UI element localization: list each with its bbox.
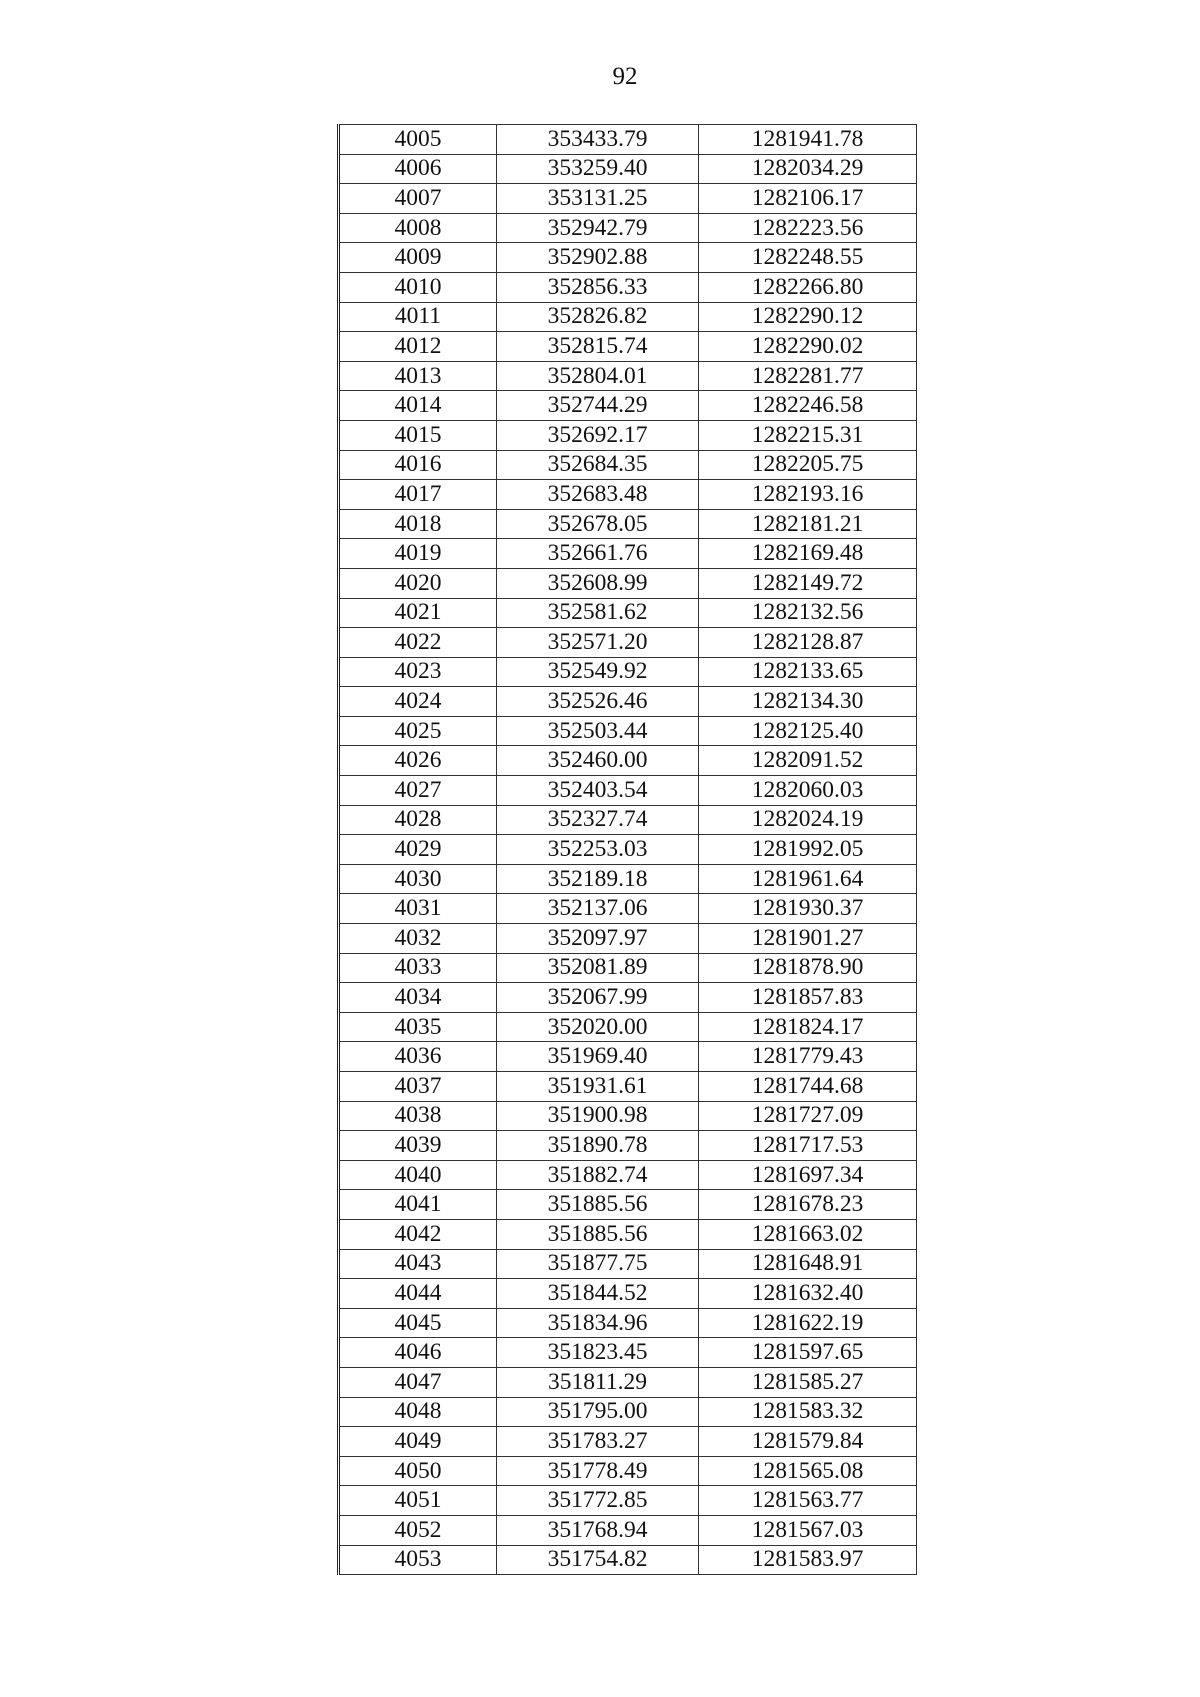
y-coordinate-cell: 1282246.58 [699,391,917,421]
x-coordinate-cell: 352661.76 [497,539,699,569]
x-coordinate-cell: 353259.40 [497,154,699,184]
table-row [339,835,917,865]
y-coordinate-cell: 1281648.91 [699,1249,917,1279]
point-number-cell: 4010 [339,272,497,302]
x-coordinate-cell: 351811.29 [497,1367,699,1397]
y-coordinate-cell: 1282266.80 [699,272,917,302]
y-coordinate-cell: 1282290.02 [699,332,917,362]
table-row [339,1486,917,1516]
y-coordinate-cell: 1282128.87 [699,628,917,658]
y-coordinate-cell: 1281878.90 [699,953,917,983]
x-coordinate-cell: 351885.56 [497,1219,699,1249]
table-row [339,1427,917,1457]
table-row [339,332,917,362]
x-coordinate-cell: 351931.61 [497,1072,699,1102]
y-coordinate-cell: 1281930.37 [699,894,917,924]
table-row [339,1515,917,1545]
y-coordinate-cell: 1281567.03 [699,1515,917,1545]
y-coordinate-cell: 1282125.40 [699,716,917,746]
table-row [339,716,917,746]
table-row [339,894,917,924]
table-row [339,243,917,273]
x-coordinate-cell: 351882.74 [497,1160,699,1190]
point-number-cell: 4030 [339,864,497,894]
point-number-cell: 4025 [339,716,497,746]
table-row [339,1160,917,1190]
y-coordinate-cell: 1281622.19 [699,1308,917,1338]
y-coordinate-cell: 1282205.75 [699,450,917,480]
point-number-cell: 4006 [339,154,497,184]
table-row [339,184,917,214]
x-coordinate-cell: 352856.33 [497,272,699,302]
y-coordinate-cell: 1281632.40 [699,1279,917,1309]
table-row [339,568,917,598]
table-row [339,125,917,155]
point-number-cell: 4019 [339,539,497,569]
table-row [339,509,917,539]
y-coordinate-cell: 1281779.43 [699,1042,917,1072]
x-coordinate-cell: 352902.88 [497,243,699,273]
point-number-cell: 4014 [339,391,497,421]
y-coordinate-cell: 1282281.77 [699,361,917,391]
table-row [339,480,917,510]
y-coordinate-cell: 1281717.53 [699,1131,917,1161]
page-number: 92 [612,63,638,90]
point-number-cell: 4009 [339,243,497,273]
table-row [339,1308,917,1338]
table-row [339,628,917,658]
point-number-cell: 4046 [339,1338,497,1368]
table-row [339,864,917,894]
y-coordinate-cell: 1282034.29 [699,154,917,184]
x-coordinate-cell: 351768.94 [497,1515,699,1545]
x-coordinate-cell: 352327.74 [497,805,699,835]
point-number-cell: 4050 [339,1456,497,1486]
point-number-cell: 4052 [339,1515,497,1545]
point-number-cell: 4042 [339,1219,497,1249]
y-coordinate-cell: 1282106.17 [699,184,917,214]
x-coordinate-cell: 352678.05 [497,509,699,539]
x-coordinate-cell: 352020.00 [497,1012,699,1042]
x-coordinate-cell: 352744.29 [497,391,699,421]
y-coordinate-cell: 1282169.48 [699,539,917,569]
y-coordinate-cell: 1281857.83 [699,983,917,1013]
x-coordinate-cell: 353433.79 [497,125,699,155]
x-coordinate-cell: 352692.17 [497,420,699,450]
point-number-cell: 4024 [339,687,497,717]
table-row [339,776,917,806]
point-number-cell: 4018 [339,509,497,539]
point-number-cell: 4017 [339,480,497,510]
y-coordinate-cell: 1281941.78 [699,125,917,155]
x-coordinate-cell: 352503.44 [497,716,699,746]
y-coordinate-cell: 1281992.05 [699,835,917,865]
y-coordinate-cell: 1281563.77 [699,1486,917,1516]
point-number-cell: 4047 [339,1367,497,1397]
x-coordinate-cell: 352067.99 [497,983,699,1013]
x-coordinate-cell: 351885.56 [497,1190,699,1220]
point-number-cell: 4023 [339,657,497,687]
y-coordinate-cell: 1281565.08 [699,1456,917,1486]
x-coordinate-cell: 351877.75 [497,1249,699,1279]
x-coordinate-cell: 352815.74 [497,332,699,362]
x-coordinate-cell: 352608.99 [497,568,699,598]
table-row [339,272,917,302]
point-number-cell: 4032 [339,924,497,954]
y-coordinate-cell: 1282133.65 [699,657,917,687]
y-coordinate-cell: 1281901.27 [699,924,917,954]
table-row [339,598,917,628]
table-row [339,302,917,332]
point-number-cell: 4036 [339,1042,497,1072]
point-number-cell: 4008 [339,213,497,243]
table-row [339,983,917,1013]
point-number-cell: 4027 [339,776,497,806]
y-coordinate-cell: 1281663.02 [699,1219,917,1249]
table-row [339,1338,917,1368]
y-coordinate-cell: 1281824.17 [699,1012,917,1042]
y-coordinate-cell: 1281579.84 [699,1427,917,1457]
point-number-cell: 4031 [339,894,497,924]
x-coordinate-cell: 351795.00 [497,1397,699,1427]
table-row [339,1042,917,1072]
point-number-cell: 4033 [339,953,497,983]
point-number-cell: 4011 [339,302,497,332]
x-coordinate-cell: 351834.96 [497,1308,699,1338]
y-coordinate-cell: 1282181.21 [699,509,917,539]
point-number-cell: 4049 [339,1427,497,1457]
y-coordinate-cell: 1282223.56 [699,213,917,243]
point-number-cell: 4039 [339,1131,497,1161]
point-number-cell: 4051 [339,1486,497,1516]
x-coordinate-cell: 352826.82 [497,302,699,332]
point-number-cell: 4040 [339,1160,497,1190]
point-number-cell: 4013 [339,361,497,391]
point-number-cell: 4035 [339,1012,497,1042]
point-number-cell: 4012 [339,332,497,362]
y-coordinate-cell: 1281961.64 [699,864,917,894]
table-row [339,450,917,480]
x-coordinate-cell: 352571.20 [497,628,699,658]
point-number-cell: 4015 [339,420,497,450]
x-coordinate-cell: 351823.45 [497,1338,699,1368]
table-row [339,1456,917,1486]
table-row [339,746,917,776]
y-coordinate-cell: 1281583.97 [699,1545,917,1575]
x-coordinate-cell: 352942.79 [497,213,699,243]
table-row [339,657,917,687]
point-number-cell: 4043 [339,1249,497,1279]
x-coordinate-cell: 352526.46 [497,687,699,717]
y-coordinate-cell: 1282024.19 [699,805,917,835]
y-coordinate-cell: 1282248.55 [699,243,917,273]
table-row [339,805,917,835]
x-coordinate-cell: 351754.82 [497,1545,699,1575]
x-coordinate-cell: 351772.85 [497,1486,699,1516]
table-row [339,1279,917,1309]
point-number-cell: 4026 [339,746,497,776]
x-coordinate-cell: 351890.78 [497,1131,699,1161]
x-coordinate-cell: 352403.54 [497,776,699,806]
x-coordinate-cell: 352097.97 [497,924,699,954]
y-coordinate-cell: 1281678.23 [699,1190,917,1220]
x-coordinate-cell: 351844.52 [497,1279,699,1309]
point-number-cell: 4021 [339,598,497,628]
y-coordinate-cell: 1282091.52 [699,746,917,776]
y-coordinate-cell: 1282149.72 [699,568,917,598]
x-coordinate-cell: 352684.35 [497,450,699,480]
point-number-cell: 4029 [339,835,497,865]
table-row [339,1101,917,1131]
table-row [339,213,917,243]
x-coordinate-cell: 353131.25 [497,184,699,214]
y-coordinate-cell: 1281585.27 [699,1367,917,1397]
x-coordinate-cell: 352683.48 [497,480,699,510]
table-row [339,1131,917,1161]
point-number-cell: 4007 [339,184,497,214]
y-coordinate-cell: 1282193.16 [699,480,917,510]
point-number-cell: 4037 [339,1072,497,1102]
table-row [339,1012,917,1042]
y-coordinate-cell: 1282132.56 [699,598,917,628]
table-row [339,1545,917,1575]
y-coordinate-cell: 1282060.03 [699,776,917,806]
table-row [339,391,917,421]
x-coordinate-cell: 352137.06 [497,894,699,924]
point-number-cell: 4034 [339,983,497,1013]
y-coordinate-cell: 1282215.31 [699,420,917,450]
table-row [339,420,917,450]
x-coordinate-cell: 352460.00 [497,746,699,776]
point-number-cell: 4044 [339,1279,497,1309]
x-coordinate-cell: 351969.40 [497,1042,699,1072]
x-coordinate-cell: 351783.27 [497,1427,699,1457]
y-coordinate-cell: 1282290.12 [699,302,917,332]
x-coordinate-cell: 352549.92 [497,657,699,687]
table-row [339,924,917,954]
x-coordinate-cell: 352581.62 [497,598,699,628]
point-number-cell: 4038 [339,1101,497,1131]
table-row [339,539,917,569]
point-number-cell: 4022 [339,628,497,658]
table-row [339,687,917,717]
point-number-cell: 4016 [339,450,497,480]
coordinates-table-body [339,125,917,1575]
y-coordinate-cell: 1281697.34 [699,1160,917,1190]
y-coordinate-cell: 1281744.68 [699,1072,917,1102]
x-coordinate-cell: 352081.89 [497,953,699,983]
y-coordinate-cell: 1281597.65 [699,1338,917,1368]
point-number-cell: 4020 [339,568,497,598]
x-coordinate-cell: 351900.98 [497,1101,699,1131]
table-row [339,1072,917,1102]
point-number-cell: 4041 [339,1190,497,1220]
point-number-cell: 4048 [339,1397,497,1427]
table-row [339,1190,917,1220]
table-row [339,154,917,184]
x-coordinate-cell: 352189.18 [497,864,699,894]
x-coordinate-cell: 352804.01 [497,361,699,391]
table-row [339,1367,917,1397]
table-row [339,1249,917,1279]
point-number-cell: 4005 [339,125,497,155]
table-row [339,1397,917,1427]
point-number-cell: 4053 [339,1545,497,1575]
table-row [339,1219,917,1249]
x-coordinate-cell: 351778.49 [497,1456,699,1486]
point-number-cell: 4028 [339,805,497,835]
y-coordinate-cell: 1281583.32 [699,1397,917,1427]
table-row [339,953,917,983]
x-coordinate-cell: 352253.03 [497,835,699,865]
table-row [339,361,917,391]
y-coordinate-cell: 1282134.30 [699,687,917,717]
point-number-cell: 4045 [339,1308,497,1338]
coordinates-table [337,124,917,1575]
y-coordinate-cell: 1281727.09 [699,1101,917,1131]
